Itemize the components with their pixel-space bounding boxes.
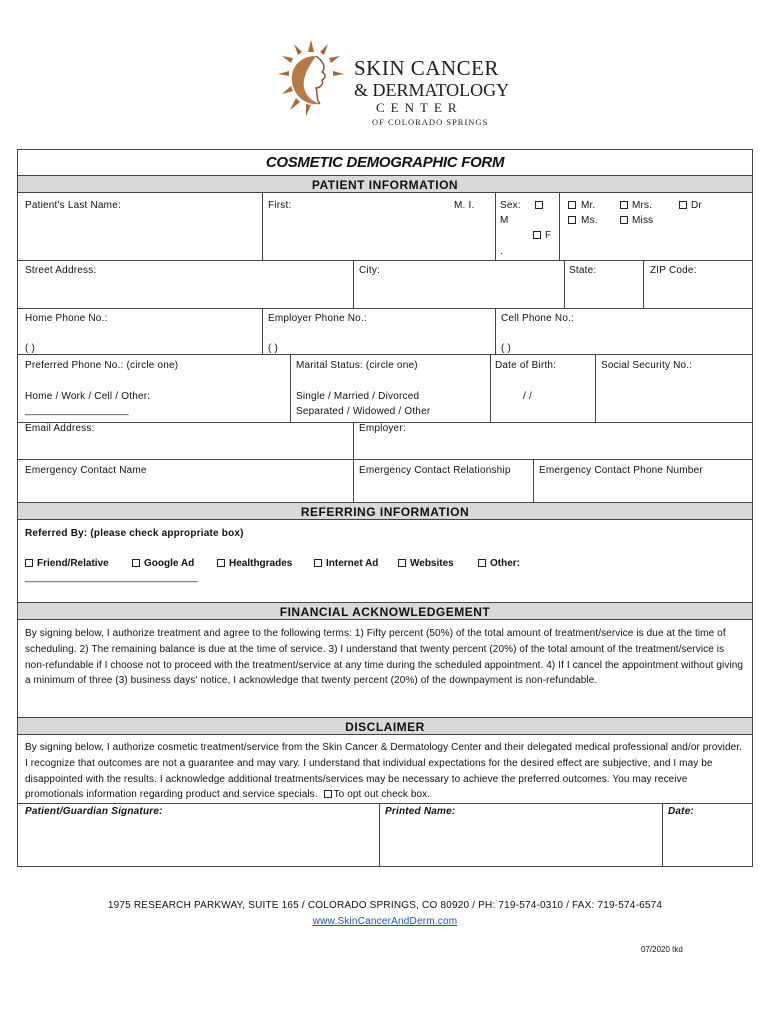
preferred-phone-options[interactable]: Home / Work / Cell / Other: [25,391,151,402]
first-name-label: First: [268,200,292,211]
title-mrs-checkbox[interactable] [620,201,628,209]
revision-code: 07/2020 tkd [641,945,683,954]
email-address-label: Email Address: [25,423,95,434]
checkbox-icon[interactable] [398,559,406,567]
title-miss-label: Miss [632,215,654,226]
referral-friend-option[interactable]: Friend/Relative [25,558,109,569]
date-of-birth-slashes: / / [523,391,532,402]
zip-code-label: ZIP Code: [650,265,697,276]
home-phone-paren: ( ) [25,343,36,354]
referral-websites-option[interactable]: Websites [398,558,454,569]
title-ms-checkbox[interactable] [568,216,576,224]
employer-label: Employer: [359,423,406,434]
financial-acknowledgement-header: FINANCIAL ACKNOWLEDGEMENT [18,602,752,620]
checkbox-icon[interactable] [478,559,486,567]
form-title: COSMETIC DEMOGRAPHIC FORM [265,154,505,171]
referral-other-option[interactable]: Other: [478,558,520,569]
sex-dot: . [500,246,503,257]
sex-f-label: F [545,230,552,241]
sex-f-checkbox[interactable] [533,231,541,239]
checkbox-icon[interactable] [314,559,322,567]
title-mr-checkbox[interactable] [568,201,576,209]
printed-name-label: Printed Name: [385,806,456,817]
referred-by-prompt: Referred By: (please check appropriate box) [25,528,244,539]
middle-initial-label: M. I. [454,200,475,211]
logo-line-2: & DERMATOLOGY [354,80,510,100]
referral-google-option[interactable]: Google Ad [132,558,194,569]
referral-other-blank: ______________________________ [25,572,198,583]
title-mrs-label: Mrs. [632,200,653,211]
sex-label: Sex: [500,200,521,211]
sex-m-checkbox[interactable] [535,201,543,209]
logo-line-4: OF COLORADO SPRINGS [372,117,489,127]
home-phone-label: Home Phone No.: [25,313,108,324]
sex-m-label: M [500,215,509,226]
disclaimer-paragraph [25,740,747,803]
date-label: Date: [668,806,695,817]
title-mr-label: Mr. [581,200,596,211]
employer-phone-paren: ( ) [268,343,279,354]
footer-address: 1975 RESEARCH PARKWAY, SUITE 165 / COLORADO SPRINGS, CO 80920 / PH: 719-574-0310 / FAX: 719-574-6574 [107,900,663,911]
title-ms-label: Ms. [581,215,598,226]
sun-face-logo-icon [276,38,346,118]
patient-signature-label: Patient/Guardian Signature: [25,806,163,817]
disclaimer-text: By signing below, I authorize cosmetic treatment/service from the Skin Cancer & Dermatology Center and their delegated medical professional and/or provider. I recognize that outcomes are not a guarantee and may vary. I understand that individual expectations for the desired effect are subjective, and I may be disappointed with the results. I acknowledge additional treatments/services may be necessary to achieve the preferred outcomes. You may receive promotionals information regarding product and service specials. [25,742,743,801]
cell-phone-paren: ( ) [501,343,512,354]
preferred-phone-label: Preferred Phone No.: (circle one) [25,360,179,371]
clinic-logo [272,38,510,130]
referral-internet-ad-option[interactable]: Internet Ad [314,558,378,569]
disclaimer-header: DISCLAIMER [18,717,752,735]
employer-phone-label: Employer Phone No.: [268,313,367,324]
title-miss-checkbox[interactable] [620,216,628,224]
last-name-label: Patient's Last Name: [25,200,121,211]
cell-phone-label: Cell Phone No.: [501,313,575,324]
ssn-label: Social Security No.: [601,360,693,371]
logo-line-3: CENTER [376,100,463,115]
city-label: City: [359,265,380,276]
preferred-phone-blank: __________________ [25,405,129,416]
title-dr-checkbox[interactable] [679,201,687,209]
marital-status-label: Marital Status: (circle one) [296,360,418,371]
marital-options-line-1[interactable]: Single / Married / Divorced [296,391,420,402]
patient-information-header: PATIENT INFORMATION [18,175,752,193]
opt-out-checkbox[interactable] [324,790,332,798]
emergency-contact-relationship-label: Emergency Contact Relationship [359,465,511,476]
state-label: State: [569,265,597,276]
logo-line-1: SKIN CANCER [354,56,499,80]
emergency-contact-name-label: Emergency Contact Name [25,465,147,476]
checkbox-icon[interactable] [25,559,33,567]
website-link[interactable]: www.SkinCancerAndDerm.com [312,916,458,927]
checkbox-icon[interactable] [217,559,225,567]
emergency-contact-phone-label: Emergency Contact Phone Number [539,465,703,476]
cosmetic-demographic-form [17,149,753,867]
referral-healthgrades-option[interactable]: Healthgrades [217,558,292,569]
financial-acknowledgement-text: By signing below, I authorize treatment and agree to the following terms: 1) Fifty percent (50%) of the total amount of treatment/service is due at the time of scheduling. 2) The remaining balance is due at the time of service. 3) I understand that twenty percent (20%) of the total amount of the treatment/service is non-refundable if I choose not to proceed with the treatment/service at any time during the scheduled appointment. 4) If I cancel the appointment without giving a minimum of three (3) business days' notice, I acknowledge that twenty percent (20%) of the downpayment is non-refundable. [25,628,744,687]
title-dr-label: Dr [691,200,702,211]
checkbox-icon[interactable] [132,559,140,567]
street-address-label: Street Address: [25,265,97,276]
footer-website-wrap [0,916,770,927]
referring-information-header: REFERRING INFORMATION [18,502,752,520]
opt-out-label: To opt out check box. [333,789,431,801]
marital-options-line-2[interactable]: Separated / Widowed / Other [296,406,431,417]
date-of-birth-label: Date of Birth: [495,360,557,371]
